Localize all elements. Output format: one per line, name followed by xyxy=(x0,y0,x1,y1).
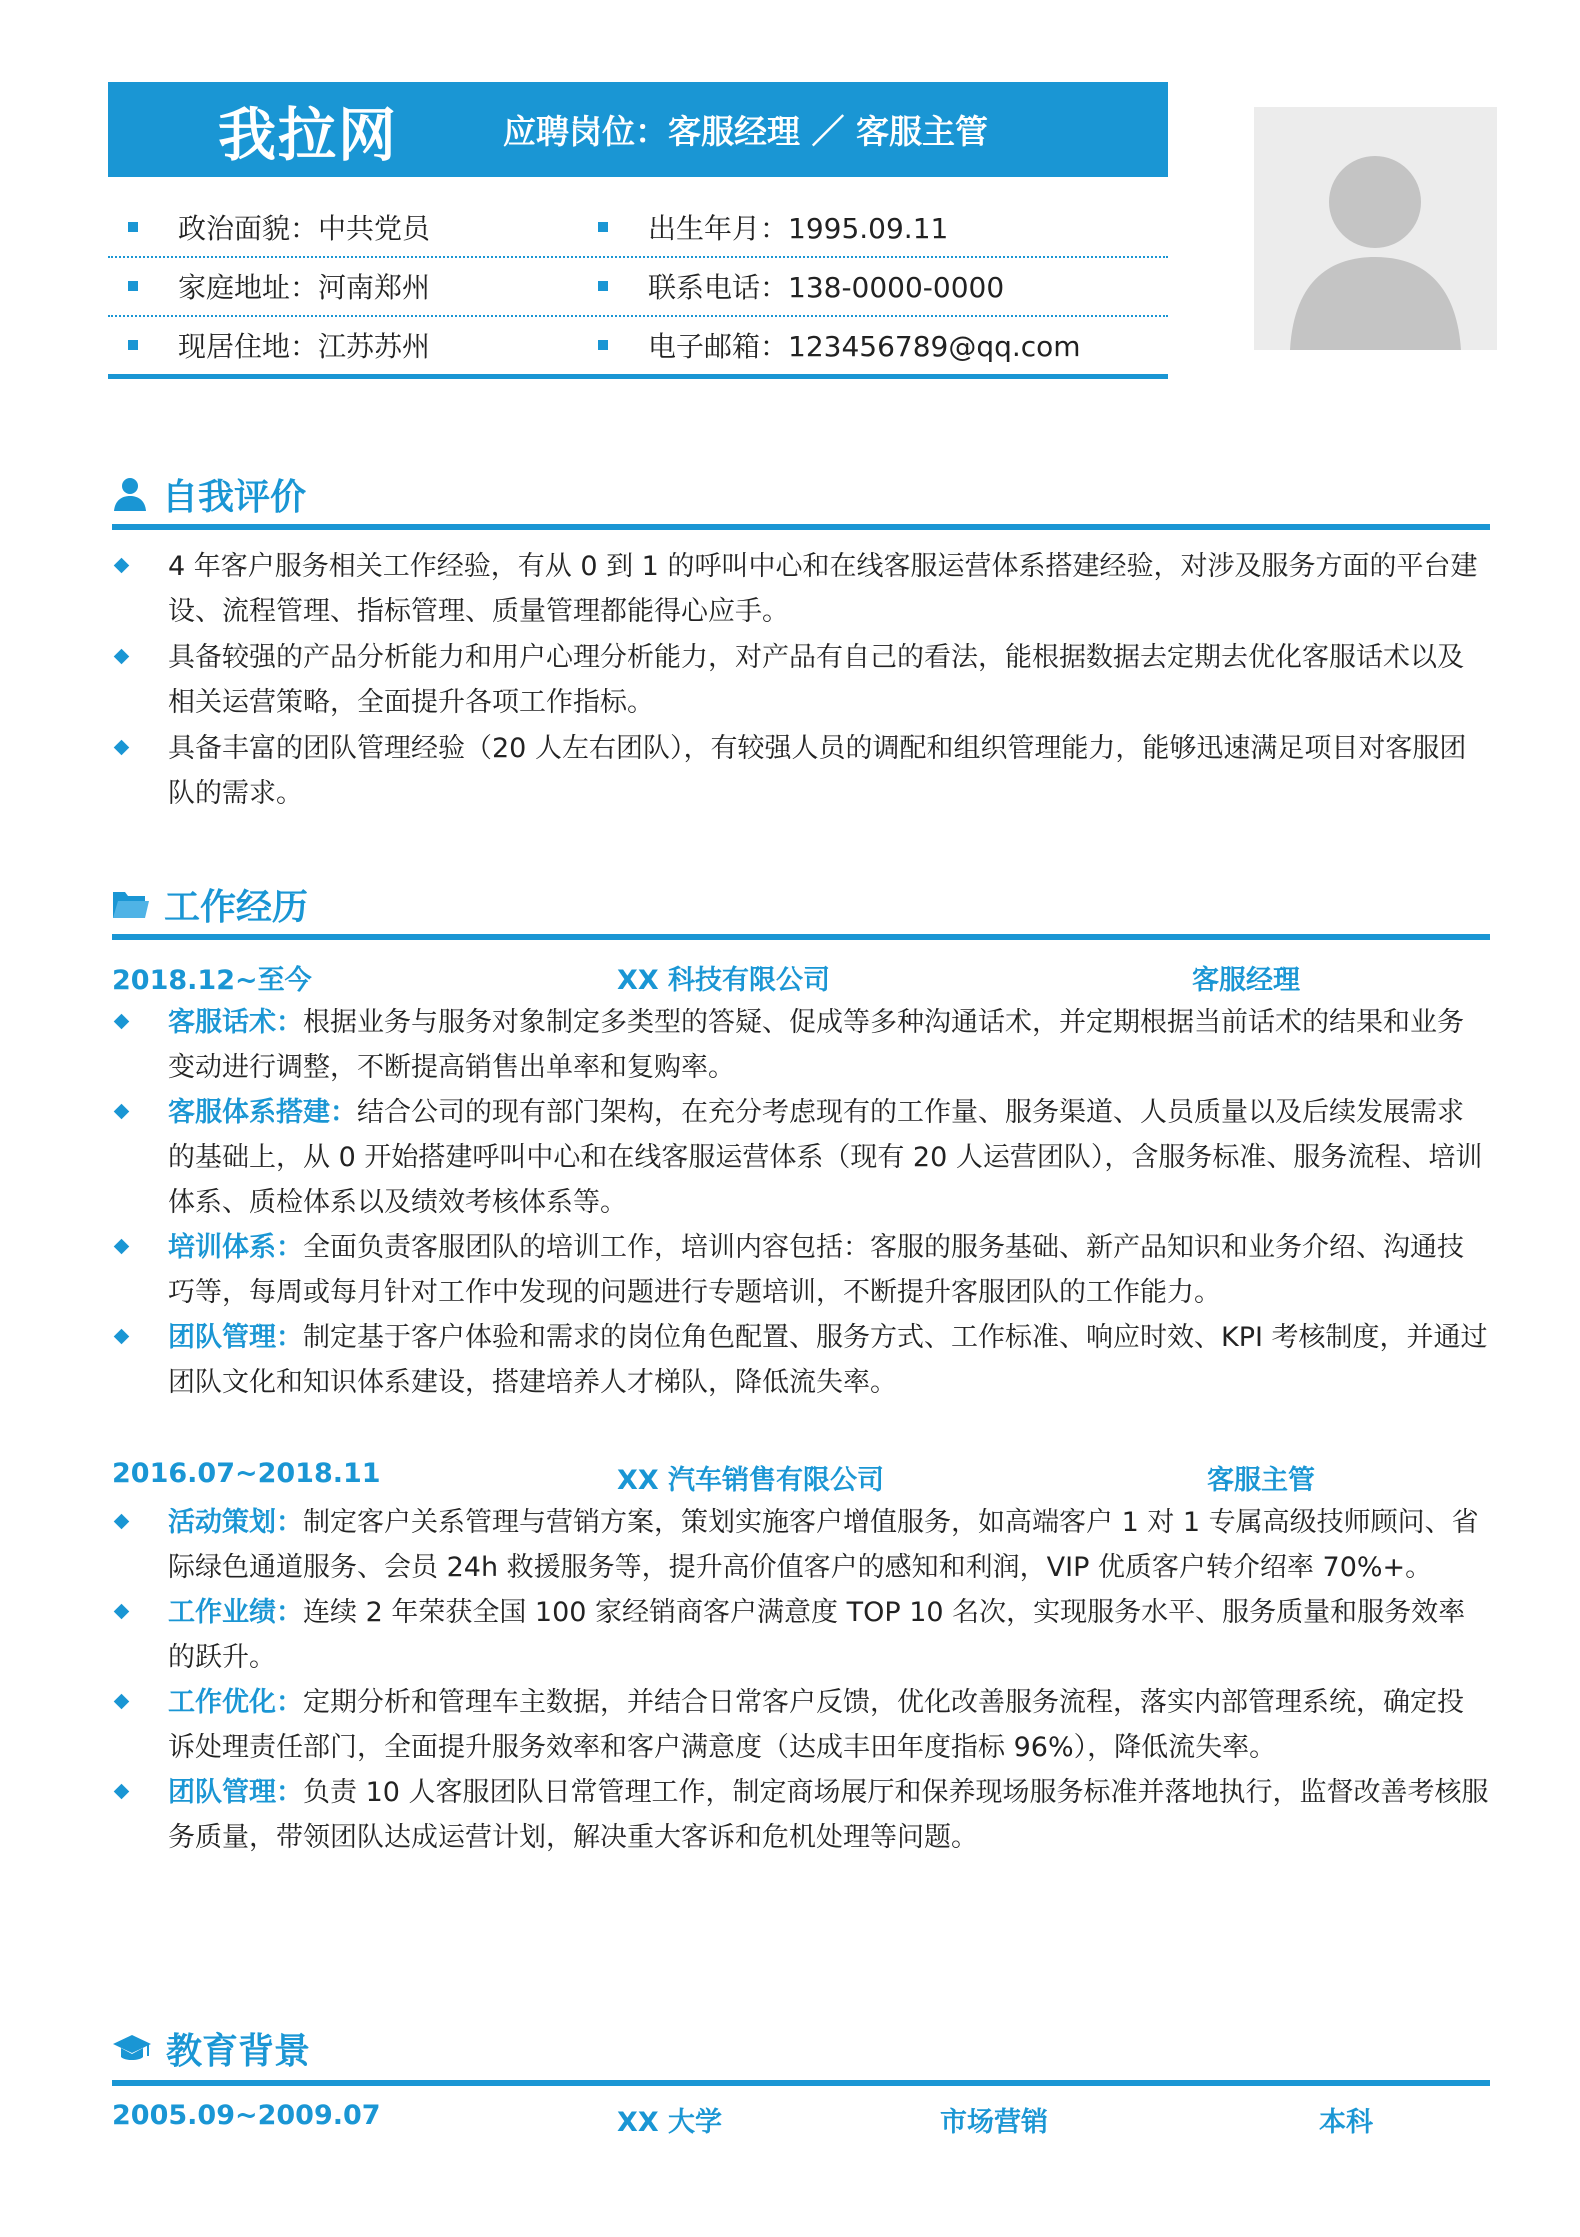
folder-icon xyxy=(112,888,150,920)
info-divider xyxy=(108,374,1168,379)
diamond-bullet-icon xyxy=(114,1104,130,1120)
avatar-placeholder-icon xyxy=(1254,107,1497,350)
item-text: 根据业务与服务对象制定多类型的答疑、促成等多种沟通话术，并定期根据当前话术的结果和业务变动进行调整，不断提高销售出单率和复购率。 xyxy=(168,1007,1464,1083)
diamond-bullet-icon xyxy=(114,1784,130,1800)
list-item-text: 具备较强的产品分析能力和用户心理分析能力，对产品有自己的看法，能根据数据去定期去优化客服话术以及相关运营策略，全面提升各项工作指标。 xyxy=(168,642,1464,718)
square-bullet-icon xyxy=(598,281,608,291)
job-company: XX 科技有限公司 xyxy=(617,965,831,996)
list-item xyxy=(112,726,1490,816)
info-email-text: 电子邮箱：123456789@qq.com xyxy=(648,330,1081,363)
info-home-address-text: 家庭地址：河南郑州 xyxy=(178,271,431,304)
info-email xyxy=(598,316,1081,374)
candidate-name: 我拉网 xyxy=(218,100,399,169)
job-role: 客服主管 xyxy=(1207,1465,1315,1496)
list-item-text: 4 年客户服务相关工作经验，有从 0 到 1 的呼叫中心和在线客服运营体系搭建经验，对涉及服务方面的平台建设、流程管理、指标管理、质量管理都能得心应手。 xyxy=(168,551,1478,627)
job-period: 2016.07~2018.11 xyxy=(112,1458,381,1489)
diamond-bullet-icon xyxy=(114,1694,130,1710)
section-title-self-eval xyxy=(112,464,306,524)
education-school: XX 大学 xyxy=(617,2107,723,2138)
item-text: 负责 10 人客服团队日常管理工作，制定商场展厅和保养现场服务标准并落地执行，监督改善考核服务质量，带领团队达成运营计划，解决重大客诉和危机处理等问题。 xyxy=(168,1777,1489,1853)
info-row-3 xyxy=(108,316,1168,374)
header-bar xyxy=(108,82,1168,177)
item-label: 工作优化： xyxy=(168,1687,303,1718)
education-title-text: 教育背景 xyxy=(166,2030,311,2072)
info-row-2 xyxy=(108,257,1168,317)
diamond-bullet-icon xyxy=(114,558,130,574)
item-text: 结合公司的现有部门架构，在充分考虑现有的工作量、服务渠道、人员质量以及后续发展需求的基础上，从 0 开始搭建呼叫中心和在线客服运营体系（现有 20 人运营团队），含服务标准、服务流程、培训体系、质检体系以及绩效考核体系等。 xyxy=(168,1097,1483,1218)
item-label: 客服话术： xyxy=(168,1007,303,1038)
job-header-2 xyxy=(112,1458,1490,1498)
list-item xyxy=(112,544,1490,634)
item-text: 全面负责客服团队的培训工作，培训内容包括：客服的服务基础、新产品知识和业务介绍、沟通技巧等，每周或每月针对工作中发现的问题进行专题培训，不断提升客服团队的工作能力。 xyxy=(168,1232,1464,1308)
profile-photo xyxy=(1254,107,1497,350)
self-eval-list xyxy=(112,544,1490,816)
info-home-address xyxy=(128,257,430,315)
diamond-bullet-icon xyxy=(114,740,130,756)
job-company: XX 汽车销售有限公司 xyxy=(617,1465,885,1496)
job-1-list xyxy=(112,1000,1490,1405)
item-label: 团队管理： xyxy=(168,1322,303,1353)
list-item xyxy=(112,1090,1490,1225)
diamond-bullet-icon xyxy=(114,1514,130,1530)
list-item-text: 具备丰富的团队管理经验（20 人左右团队），有较强人员的调配和组织管理能力，能够迅速满足项目对客服团队的需求。 xyxy=(168,733,1467,809)
education-degree: 本科 xyxy=(1319,2107,1373,2138)
info-political-status-text: 政治面貌：中共党员 xyxy=(178,212,431,245)
list-item xyxy=(112,1590,1490,1680)
job-header-1 xyxy=(112,958,1490,998)
job-2-list xyxy=(112,1500,1490,1860)
item-text: 制定基于客户体验和需求的岗位角色配置、服务方式、工作标准、响应时效、KPI 考核制度，并通过团队文化和知识体系建设，搭建培养人才梯队，降低流失率。 xyxy=(168,1322,1488,1398)
job-role: 客服经理 xyxy=(1192,965,1300,996)
education-major: 市场营销 xyxy=(940,2107,1048,2138)
section-title-work xyxy=(112,874,308,934)
item-text: 定期分析和管理车主数据，并结合日常客户反馈，优化改善服务流程，落实内部管理系统，确定投诉处理责任部门，全面提升服务效率和客户满意度（达成丰田年度指标 96%），降低流失率。 xyxy=(168,1687,1464,1763)
info-current-residence xyxy=(128,316,430,374)
item-text: 连续 2 年荣获全国 100 家经销商客户满意度 TOP 10 名次，实现服务水平、服务质量和服务效率的跃升。 xyxy=(168,1597,1466,1673)
diamond-bullet-icon xyxy=(114,1014,130,1030)
info-birth-date-text: 出生年月：1995.09.11 xyxy=(648,212,949,245)
section-title-education xyxy=(112,2018,310,2078)
self-eval-title-text: 自我评价 xyxy=(162,476,307,518)
square-bullet-icon xyxy=(128,222,138,232)
item-label: 客服体系搭建： xyxy=(168,1097,357,1128)
education-row xyxy=(112,2100,1490,2140)
section-line-work xyxy=(112,934,1490,940)
info-birth-date xyxy=(598,198,948,256)
education-period: 2005.09~2009.07 xyxy=(112,2100,381,2131)
square-bullet-icon xyxy=(598,222,608,232)
item-label: 工作业绩： xyxy=(168,1597,303,1628)
list-item xyxy=(112,1500,1490,1590)
info-current-residence-text: 现居住地：江苏苏州 xyxy=(178,330,431,363)
square-bullet-icon xyxy=(128,340,138,350)
list-item xyxy=(112,635,1490,725)
person-icon xyxy=(112,476,148,512)
section-line-education xyxy=(112,2080,1490,2086)
info-row-1 xyxy=(108,198,1168,258)
list-item xyxy=(112,1225,1490,1315)
list-item xyxy=(112,1000,1490,1090)
list-item xyxy=(112,1315,1490,1405)
applied-position: 应聘岗位：客服经理 ／ 客服主管 xyxy=(503,112,988,151)
graduation-cap-icon xyxy=(112,2032,152,2064)
section-line-self-eval xyxy=(112,524,1490,530)
list-item xyxy=(112,1680,1490,1770)
square-bullet-icon xyxy=(128,281,138,291)
item-label: 培训体系： xyxy=(168,1232,303,1263)
work-title-text: 工作经历 xyxy=(164,886,309,928)
item-label: 团队管理： xyxy=(168,1777,303,1808)
item-text: 制定客户关系管理与营销方案，策划实施客户增值服务，如高端客户 1 对 1 专属高级技师顾问、省际绿色通道服务、会员 24h 救援服务等，提升高价值客户的感知和利润，VIP 优质客户转介绍率 70%+。 xyxy=(168,1507,1479,1583)
info-political-status xyxy=(128,198,430,256)
item-label: 活动策划： xyxy=(168,1507,303,1538)
info-phone xyxy=(598,257,1004,315)
square-bullet-icon xyxy=(598,340,608,350)
job-period: 2018.12~至今 xyxy=(112,965,312,996)
diamond-bullet-icon xyxy=(114,1604,130,1620)
diamond-bullet-icon xyxy=(114,1329,130,1345)
info-phone-text: 联系电话：138-0000-0000 xyxy=(648,271,1005,304)
diamond-bullet-icon xyxy=(114,649,130,665)
list-item xyxy=(112,1770,1490,1860)
diamond-bullet-icon xyxy=(114,1239,130,1255)
